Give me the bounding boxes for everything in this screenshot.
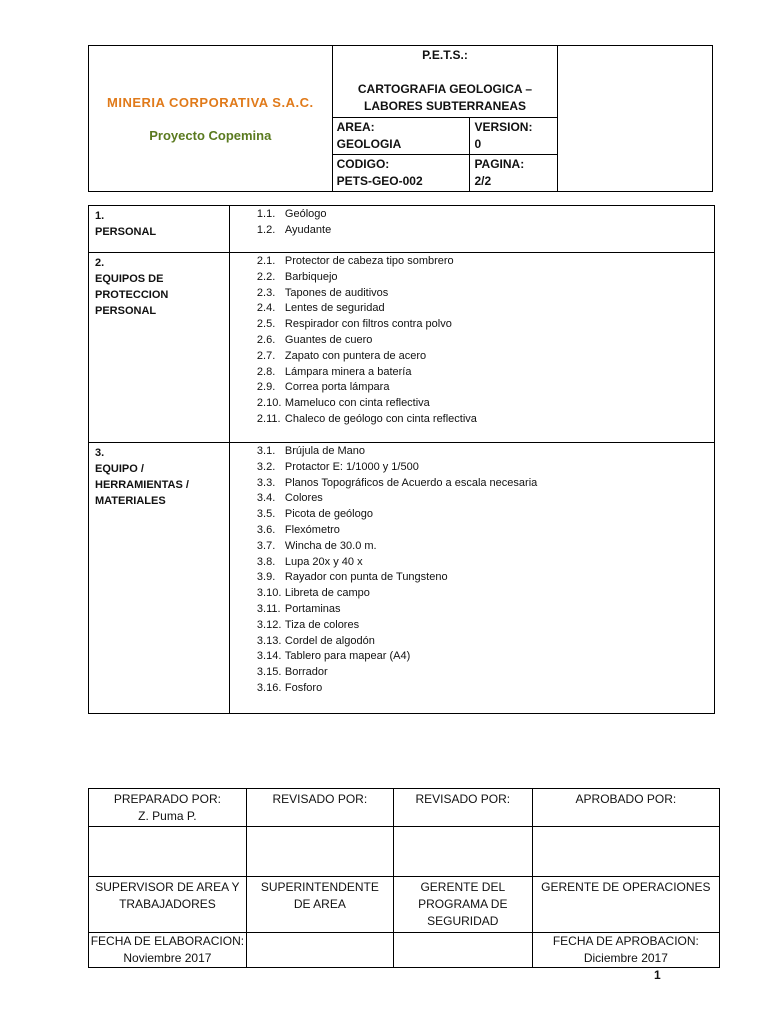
section-row xyxy=(89,206,715,253)
list-item: 3.4. Colores xyxy=(256,492,323,505)
list-item: 3.12. Tiza de colores xyxy=(256,618,360,631)
fecha-aprob-label: FECHA DE APROBACION: xyxy=(552,934,699,948)
revisado2-label: REVISADO POR: xyxy=(415,792,511,806)
section-title: PERSONAL xyxy=(95,226,157,238)
codigo-cell xyxy=(332,155,470,192)
list-item: 3.15. Borrador xyxy=(256,666,328,679)
version-value: 0 xyxy=(474,137,482,151)
section-title: EQUIPO / HERRAMIENTAS / MATERIALES xyxy=(95,463,189,507)
list-item: 3.7. Wincha de 30.0 m. xyxy=(256,539,377,552)
aprobado-label: APROBADO POR: xyxy=(575,792,677,806)
list-item: 2.3. Tapones de auditivos xyxy=(256,286,389,299)
fecha-elab-value: Noviembre 2017 xyxy=(123,951,212,965)
preparado-cell xyxy=(89,789,247,827)
role3: GERENTE DEL PROGRAMA DE SEGURIDAD xyxy=(393,877,532,933)
document-header xyxy=(88,45,713,192)
fecha-aprob-cell xyxy=(532,933,719,968)
section-title-cell xyxy=(89,253,230,443)
signature-table xyxy=(88,788,720,968)
fecha-aprob-value: Diciembre 2017 xyxy=(583,951,668,965)
blank-cell xyxy=(558,46,713,192)
doc-title-line1: CARTOGRAFIA GEOLOGICA – xyxy=(357,82,533,96)
list-item: 3.6. Flexómetro xyxy=(256,523,340,536)
fecha-elab-label: FECHA DE ELABORACION: xyxy=(90,934,245,948)
version-label: VERSION: xyxy=(474,120,533,134)
section-title: EQUIPOS DE PROTECCION PERSONAL xyxy=(95,273,169,317)
revisado2-cell xyxy=(393,789,532,827)
signature-space xyxy=(246,827,393,877)
list-item: 3.10. Libreta de campo xyxy=(256,587,370,600)
project-name: Proyecto Copemina xyxy=(149,127,272,143)
list-item: 3.13. Cordel de algodón xyxy=(256,634,375,647)
pagina-cell xyxy=(470,155,558,192)
list-item: 2.2. Barbiquejo xyxy=(256,270,338,283)
list-item: 3.16. Fosforo xyxy=(256,681,323,694)
list-item: 1.1. Geólogo xyxy=(256,208,327,220)
list-item: 3.5. Picota de geólogo xyxy=(256,508,373,521)
section-number: 2. xyxy=(95,257,105,269)
role1: SUPERVISOR DE AREA Y TRABAJADORES xyxy=(89,877,247,933)
list-item: 1.2. Ayudante xyxy=(256,223,332,236)
pagina-label: PAGINA: xyxy=(474,157,525,171)
list-item: 2.9. Correa porta lámpara xyxy=(256,381,390,394)
revisado1-cell xyxy=(246,789,393,827)
section-items xyxy=(229,206,714,253)
requirements-table xyxy=(88,205,715,714)
role2: SUPERINTENDENTE DE AREA xyxy=(246,877,393,933)
section-row xyxy=(89,443,715,714)
revisado1-label: REVISADO POR: xyxy=(272,792,368,806)
area-value: GEOLOGIA xyxy=(336,137,402,151)
section-title-cell xyxy=(89,206,230,253)
signature-space xyxy=(532,827,719,877)
list-item: 2.10. Mameluco con cinta reflectiva xyxy=(256,397,430,410)
section-number: 3. xyxy=(95,447,105,459)
codigo-label: CODIGO: xyxy=(336,157,390,171)
fecha-elab-cell xyxy=(89,933,247,968)
company-cell xyxy=(89,46,333,192)
section-title-cell xyxy=(89,443,230,714)
list-item: 3.3. Planos Topográficos de Acuerdo a escala necesaria xyxy=(256,476,538,489)
pagina-value: 2/2 xyxy=(474,174,492,188)
area-label: AREA: xyxy=(336,120,375,134)
section-items xyxy=(229,443,714,714)
title-cell xyxy=(332,46,558,118)
list-item: 3.11. Portaminas xyxy=(256,602,341,615)
area-cell xyxy=(332,118,470,155)
signature-space xyxy=(393,827,532,877)
list-item: 3.1. Brújula de Mano xyxy=(256,445,366,457)
list-item: 2.4. Lentes de seguridad xyxy=(256,302,385,315)
empty-cell xyxy=(393,933,532,968)
list-item: 2.8. Lámpara minera a batería xyxy=(256,365,412,378)
aprobado-cell xyxy=(532,789,719,827)
empty-cell xyxy=(246,933,393,968)
company-name: MINERIA CORPORATIVA S.A.C. xyxy=(107,94,314,110)
section-items xyxy=(229,253,714,443)
signature-space xyxy=(89,827,247,877)
pets-label: P.E.T.S.: xyxy=(422,48,468,62)
list-item: 2.11. Chaleco de geólogo con cinta reflectiva xyxy=(256,412,477,425)
doc-title-line2: LABORES SUBTERRANEAS xyxy=(363,99,526,113)
preparado-label: PREPARADO POR: xyxy=(113,792,221,806)
codigo-value: PETS-GEO-002 xyxy=(336,174,423,188)
version-cell xyxy=(470,118,558,155)
list-item: 2.1. Protector de cabeza tipo sombrero xyxy=(256,255,454,267)
section-row xyxy=(89,253,715,443)
list-item: 3.8. Lupa 20x y 40 x xyxy=(256,555,363,568)
list-item: 3.14. Tablero para mapear (A4) xyxy=(256,650,411,663)
list-item: 3.2. Protactor E: 1/1000 y 1/500 xyxy=(256,460,419,473)
section-number: 1. xyxy=(95,210,105,222)
list-item: 2.7. Zapato con puntera de acero xyxy=(256,349,427,362)
list-item: 3.9. Rayador con punta de Tungsteno xyxy=(256,571,448,584)
list-item: 2.6. Guantes de cuero xyxy=(256,333,373,346)
list-item: 2.5. Respirador con filtros contra polvo xyxy=(256,318,452,331)
role4: GERENTE DE OPERACIONES xyxy=(532,877,719,933)
page-number: 1 xyxy=(654,968,661,982)
preparado-name: Z. Puma P. xyxy=(138,809,197,823)
